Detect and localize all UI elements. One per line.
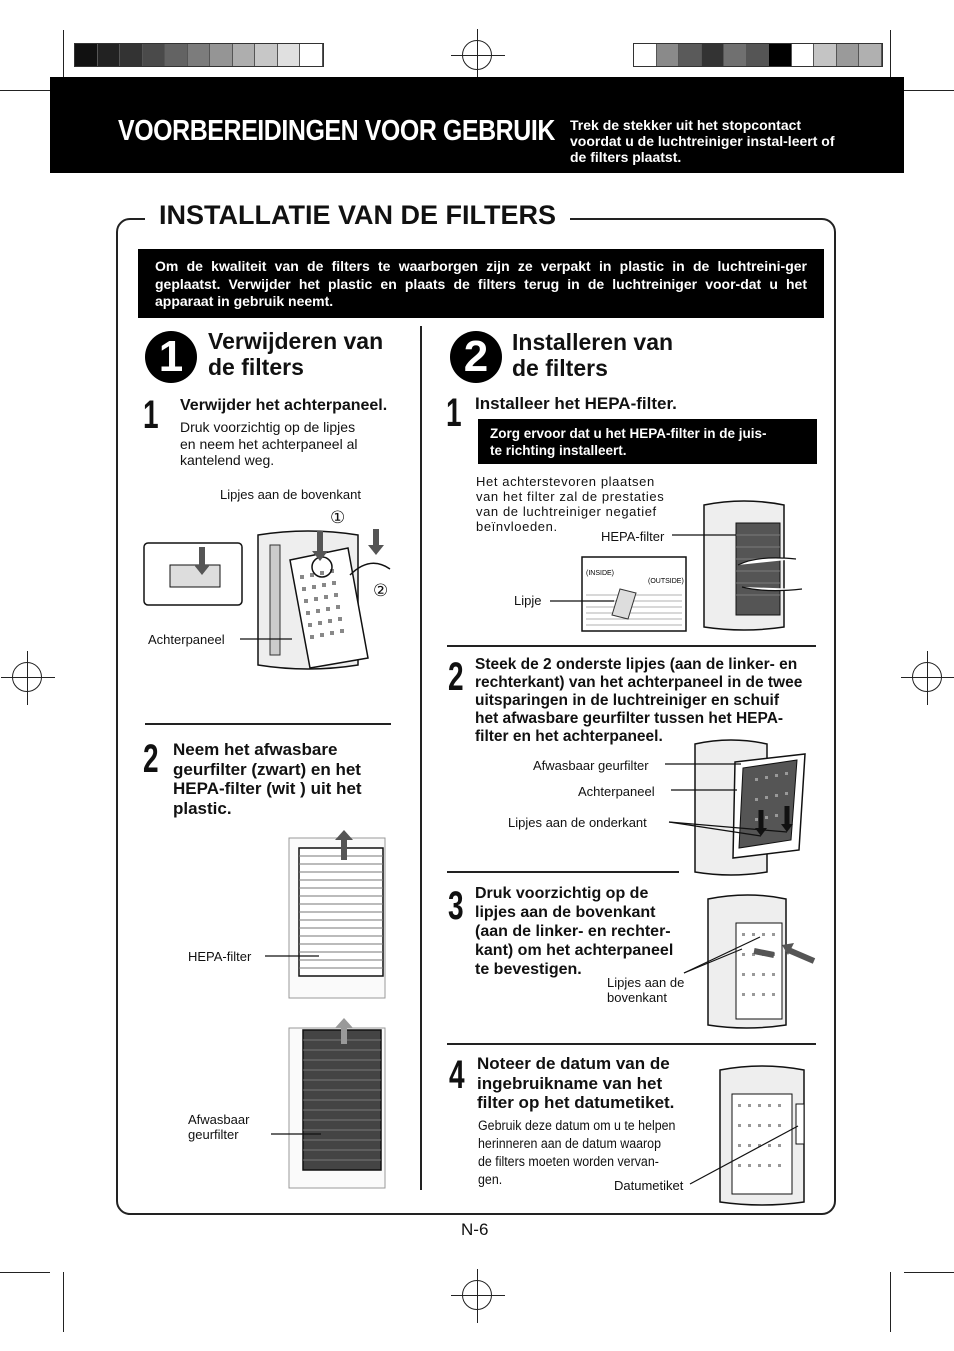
right-section-heading xyxy=(512,329,673,381)
section-number-2: 2 xyxy=(450,331,502,383)
note-line: beïnvloeden. xyxy=(476,519,558,534)
crop-mark xyxy=(0,1272,50,1273)
text-line: Druk voorzichtig op de xyxy=(475,885,649,902)
text-line: ingebruikname van het xyxy=(477,1073,663,1093)
note-line: van de luchtreiniger negatief xyxy=(476,504,657,519)
step-divider xyxy=(447,645,816,647)
note-line: van het filter zal de prestaties xyxy=(476,489,665,504)
attach-panel-illustration xyxy=(690,893,820,1033)
label-odour-filter-left xyxy=(188,1112,249,1142)
text-line: filter op het datumetiket. xyxy=(477,1093,675,1112)
step-divider xyxy=(447,871,679,873)
section-number-1: 1 xyxy=(145,331,197,383)
text-line: Neem het afwasbare xyxy=(173,740,338,759)
left-step2-text xyxy=(173,740,362,818)
label-tab: Lipje xyxy=(514,593,542,608)
label-line: Afwasbaar xyxy=(188,1112,250,1127)
body-line: Druk voorzichtig op de lipjes xyxy=(180,419,356,435)
text-line: rechterkant) van het achterpaneel in de twee xyxy=(475,674,803,691)
right-step1-number: 1 xyxy=(446,391,462,435)
column-divider xyxy=(420,326,422,1190)
left-heading-line2: de filters xyxy=(208,354,304,380)
label-back-panel-right: Achterpaneel xyxy=(578,784,655,799)
right-heading-line1: Installeren van xyxy=(512,329,674,355)
body-line: gen. xyxy=(478,1172,503,1187)
left-step2-number: 2 xyxy=(143,737,159,781)
text-line: lipjes aan de bovenkant xyxy=(475,904,656,921)
crop-mark xyxy=(904,90,954,91)
right-step3-number: 3 xyxy=(448,884,464,928)
inside-tag: (INSIDE) xyxy=(586,570,614,577)
label-hepa-filter-right: HEPA-filter xyxy=(601,529,665,544)
body-line: Gebruik deze datum om u te helpen xyxy=(478,1118,676,1133)
insert-panel-illustration xyxy=(665,738,815,878)
text-line: filter en het achterpaneel. xyxy=(475,728,663,745)
outside-tag: (OUTSIDE) xyxy=(648,578,684,585)
label-bottom-tabs: Lipjes aan de onderkant xyxy=(508,815,647,830)
odour-filter-illustration xyxy=(285,1020,405,1190)
text-line: HEPA-filter (wit ) uit het xyxy=(173,779,362,798)
text-line: geurfilter (zwart) en het xyxy=(173,759,361,779)
body-line: en neem het achterpaneel al xyxy=(180,435,358,452)
text-line: Noteer de datum van de xyxy=(477,1054,670,1073)
section-title: INSTALLATIE VAN DE FILTERS xyxy=(145,200,570,231)
label-date-label: Datumetiket xyxy=(614,1178,684,1193)
text-line: te bevestigen. xyxy=(475,961,582,978)
step-divider xyxy=(447,1043,816,1045)
label-top-tabs: Lipjes aan de bovenkant xyxy=(220,487,361,502)
body-line: herinneren aan de datum waarop xyxy=(478,1136,661,1151)
crop-mark xyxy=(0,90,50,91)
left-step1-body xyxy=(180,419,357,469)
color-bar-right xyxy=(633,43,883,67)
text-line: (aan de linker- en rechter- xyxy=(475,923,671,940)
label-hepa-filter-left: HEPA-filter xyxy=(188,949,252,964)
note-line: Het achterstevoren plaatsen xyxy=(476,474,655,489)
circle-marker-1: ① xyxy=(330,508,346,527)
right-step2-number: 2 xyxy=(448,655,464,699)
text-line: Steek de 2 onderste lipjes (aan de linker- en xyxy=(475,656,798,673)
install-hepa-illustration xyxy=(552,495,792,635)
hepa-filter-illustration xyxy=(285,830,405,1000)
left-step1-heading: Verwijder het achterpaneel. xyxy=(180,397,388,414)
right-step4-number: 4 xyxy=(449,1053,465,1097)
body-line: kantelend weg. xyxy=(180,452,275,468)
left-step1-number: 1 xyxy=(143,393,159,437)
remove-panel-illustration xyxy=(140,505,400,695)
circle-marker-2: ② xyxy=(373,581,389,600)
left-section-heading xyxy=(208,328,383,380)
text-line: het afwasbare geurfilter tussen het HEPA- xyxy=(475,710,784,727)
header-banner xyxy=(50,77,904,173)
page-title: VOORBEREIDINGEN VOOR GEBRUIK xyxy=(118,115,555,147)
label-line: Lipjes aan de xyxy=(607,975,685,990)
right-step1-heading: Installeer het HEPA-filter. xyxy=(475,394,677,413)
registration-mark-left xyxy=(12,662,42,692)
box-line: te richting installeert. xyxy=(490,443,627,458)
label-back-panel: Achterpaneel xyxy=(148,632,225,647)
header-warning-note: Trek de stekker uit het stopcontact voordat u de luchtreiniger instal-leert of de filters plaatst. xyxy=(570,117,835,165)
crop-mark xyxy=(890,1272,891,1332)
crop-mark xyxy=(63,1272,64,1332)
step-divider xyxy=(145,723,391,725)
body-line: de filters moeten worden vervan- xyxy=(478,1154,659,1169)
label-odour-filter-right: Afwasbaar geurfilter xyxy=(533,758,649,773)
registration-mark-bottom xyxy=(462,1280,492,1310)
label-line: geurfilter xyxy=(188,1127,239,1142)
right-heading-line2: de filters xyxy=(512,355,608,381)
page-number: N-6 xyxy=(461,1220,489,1239)
registration-mark-right xyxy=(912,662,942,692)
label-top-tabs-right xyxy=(607,975,684,1005)
left-heading-line1: Verwijderen van xyxy=(208,328,384,354)
right-step2-text xyxy=(475,656,820,746)
color-bar-left xyxy=(74,43,324,67)
label-line: bovenkant xyxy=(607,990,667,1005)
text-line: kant) om het achterpaneel xyxy=(475,942,674,959)
box-line: Zorg ervoor dat u het HEPA-filter in de juis- xyxy=(490,426,767,441)
crop-mark xyxy=(904,1272,954,1273)
orientation-warning-box xyxy=(478,419,817,464)
right-step3-text xyxy=(475,884,673,979)
date-label-illustration xyxy=(712,1064,822,1204)
right-step4-heading xyxy=(477,1054,674,1113)
text-line: plastic. xyxy=(173,798,232,818)
registration-mark-top xyxy=(462,40,492,70)
text-line: uitsparingen in de luchtreiniger en schuif xyxy=(475,692,780,709)
intro-box: Om de kwaliteit van de filters te waarborgen zijn ze verpakt in plastic in de luchtreini-ger geplaatst. Verwijder het plastic en plaats de filters terug in de luchtreiniger voor-dat u het apparaat in gebruik neemt. xyxy=(138,249,824,318)
